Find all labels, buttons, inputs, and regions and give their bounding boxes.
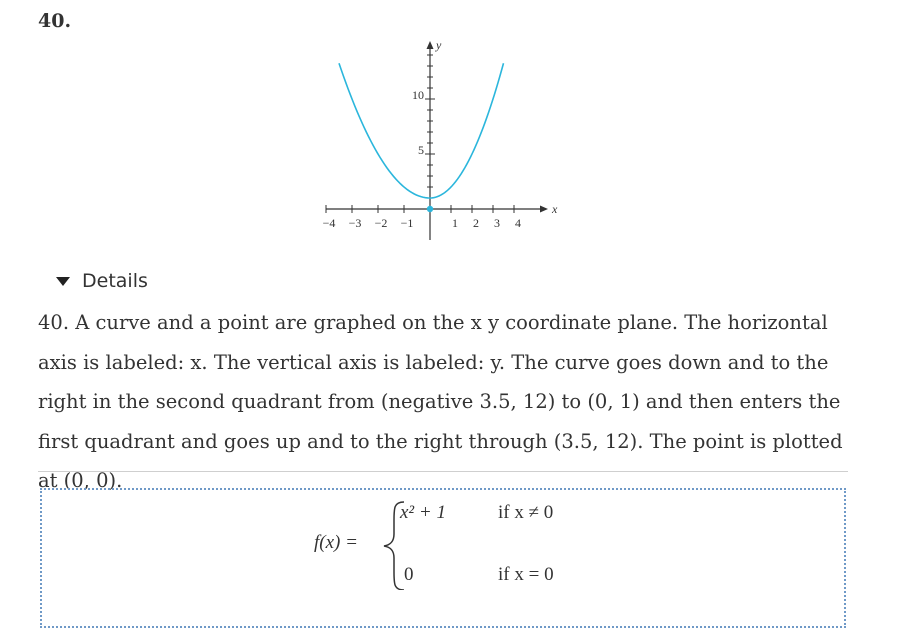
x-tick-label: −2 [374, 216, 388, 230]
plotted-point [427, 206, 433, 212]
y-axis-arrow-icon [427, 41, 434, 49]
case1-condition: if x ≠ 0 [498, 502, 554, 523]
case2-condition: if x = 0 [498, 564, 554, 585]
piecewise-equation [42, 490, 844, 590]
triangle-down-icon [56, 277, 70, 286]
x-tick-label: 2 [473, 216, 479, 230]
case1-expression: x² + 1 [400, 502, 446, 523]
x-axis-label: x [552, 202, 558, 216]
case2-expression: 0 [404, 564, 414, 585]
parabola-curve [339, 63, 504, 198]
y-tick-label: 5 [418, 143, 424, 157]
x-tick-label: 1 [452, 216, 458, 230]
details-label: Details [82, 270, 148, 292]
equation-lhs: f(x) = [314, 532, 358, 553]
details-toggle[interactable] [56, 270, 148, 292]
x-axis-arrow-icon [540, 206, 548, 213]
y-tick-label: 10 [412, 88, 424, 102]
parabola-graph [310, 35, 570, 245]
y-axis-label: y [436, 38, 442, 52]
x-tick-label: −3 [348, 216, 362, 230]
equation-box [40, 488, 846, 628]
graph-description: 40. A curve and a point are graphed on the x y coordinate plane. The horizontal axis is labeled: x. The vertical axis is labeled: y. The curve goes down and to the right in the second quadrant from (negative 3.5, 12) to (0, 1) and then enters the first quadrant and goes up and to the right through (3.5, 12). The point is plotted at (0, 0). [38, 311, 843, 492]
problem-number: 40. [38, 10, 72, 32]
x-tick-label: −1 [400, 216, 414, 230]
x-tick-label: 3 [494, 216, 500, 230]
x-tick-label: −4 [322, 216, 336, 230]
divider [38, 471, 848, 472]
x-tick-label: 4 [515, 216, 521, 230]
